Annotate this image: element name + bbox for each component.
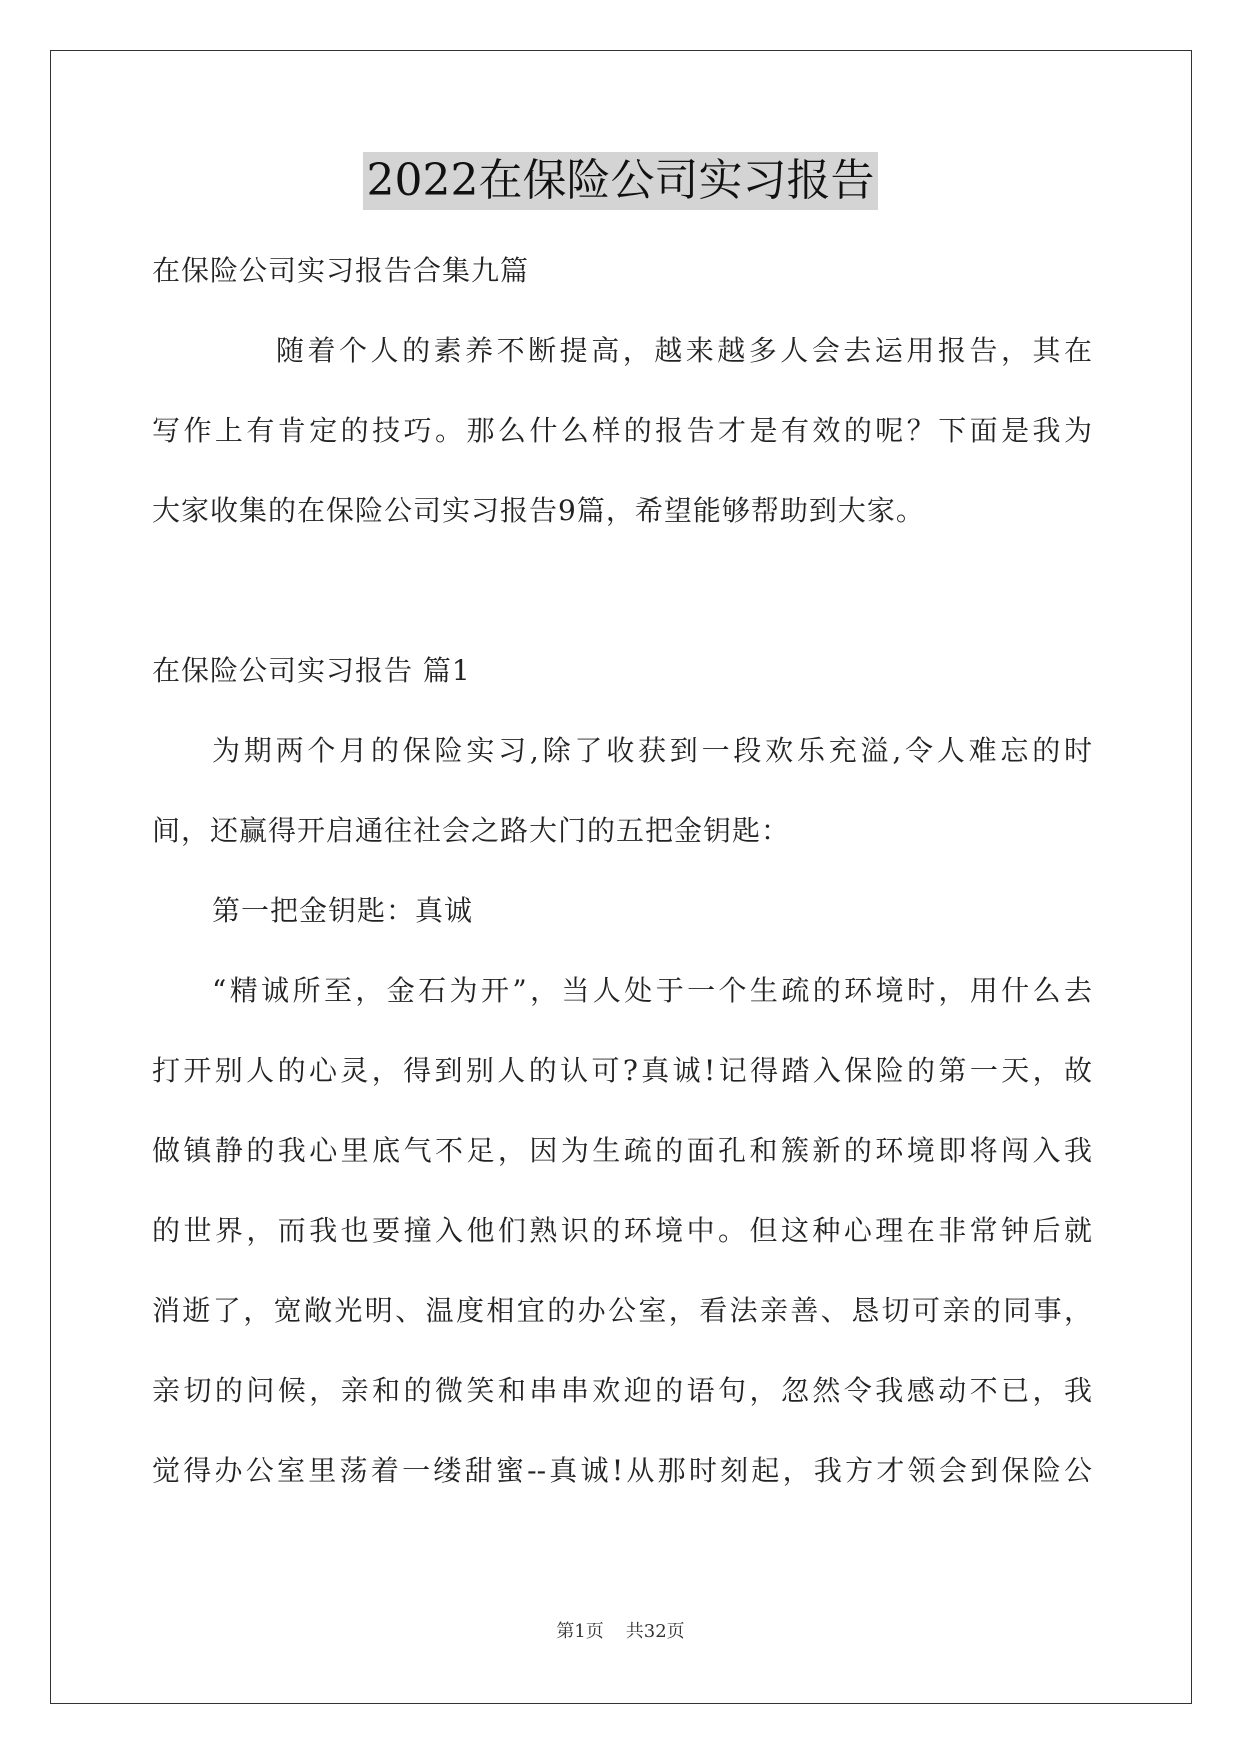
para2-line-5: 消逝了，宽敞光明、温度相宜的办公室，看法亲善、恳切可亲的同事， [152,1294,1092,1327]
document-body [152,231,1092,1511]
para2-line-6: 亲切的问候，亲和的微笑和串串欢迎的语句，忽然令我感动不已，我 [152,1374,1092,1407]
page-number-current: 第1页 [556,1621,604,1642]
intro-line-3: 大家收集的在保险公司实习报告9篇，希望能够帮助到大家。 [152,494,925,527]
page-number-total: 共32页 [625,1621,685,1642]
para2-line-7: 觉得办公室里荡着一缕甜蜜--真诚!从那时刻起，我方才领会到保险公 [152,1454,1092,1487]
para2-line-4: 的世界，而我也要撞入他们熟识的环境中。但这种心理在非常钟后就 [152,1214,1092,1247]
document-title: 2022在保险公司实习报告 [363,152,879,210]
para1-line-2: 间，还赢得开启通往社会之路大门的五把金钥匙： [152,814,791,847]
intro-line-1: 随着个人的素养不断提高，越来越多人会去运用报告，其在 [276,334,1092,367]
key-heading: 第一把金钥匙：真诚 [212,894,474,927]
page-footer [0,1620,1241,1644]
title-container [0,152,1241,210]
para2-line-2: 打开别人的心灵，得到别人的认可?真诚!记得踏入保险的第一天，故 [152,1054,1092,1087]
para2-line-1: “精诚所至，金石为开”，当人处于一个生疏的环境时，用什么去 [212,974,1092,1007]
intro-line-2: 写作上有肯定的技巧。那么什么样的报告才是有效的呢？下面是我为 [152,414,1092,447]
para1-line-1: 为期两个月的保险实习,除了收获到一段欢乐充溢,令人难忘的时 [212,734,1092,767]
section-heading: 在保险公司实习报告 篇1 [152,654,471,687]
document-subtitle: 在保险公司实习报告合集九篇 [152,254,530,287]
section-spacer [152,551,1092,631]
para2-line-3: 做镇静的我心里底气不足，因为生疏的面孔和簇新的环境即将闯入我 [152,1134,1092,1167]
